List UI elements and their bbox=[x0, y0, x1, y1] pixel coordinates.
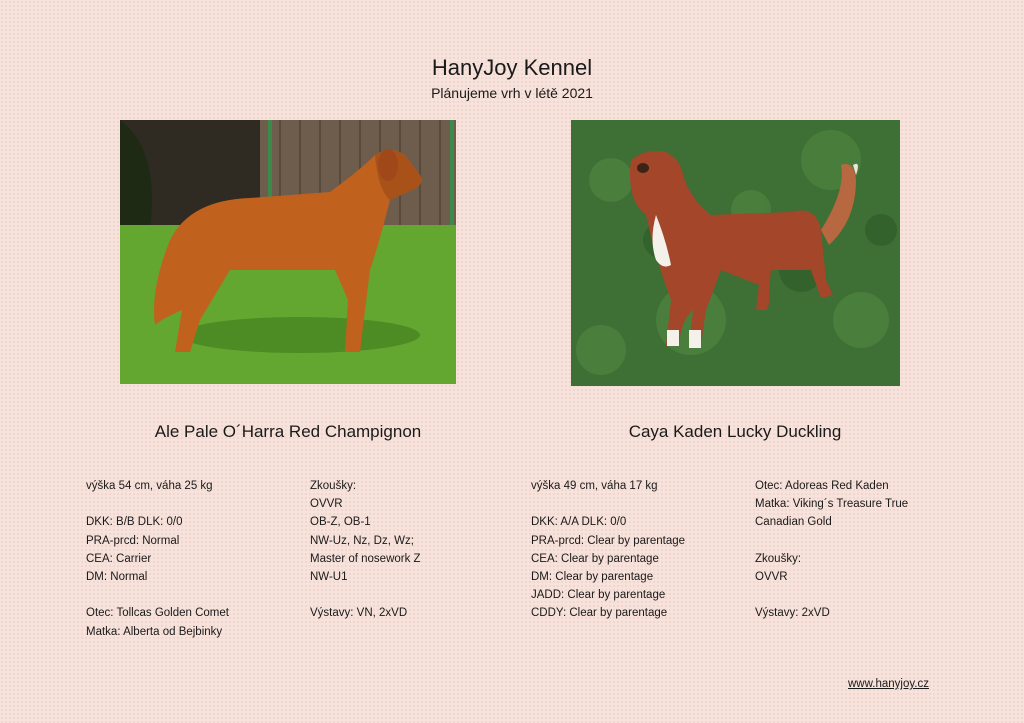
info-line bbox=[86, 586, 229, 604]
info-line: Výstavy: VN, 2xVD bbox=[310, 607, 408, 620]
info-line: DM: Normal bbox=[86, 570, 148, 583]
info-line: OVVR bbox=[310, 498, 343, 511]
female-dog-photo bbox=[571, 120, 900, 386]
info-line: Otec: Tollcas Golden Comet bbox=[86, 607, 229, 620]
female-dog-name: Caya Kaden Lucky Duckling bbox=[628, 422, 842, 441]
info-line: DKK: B/B DLK: 0/0 bbox=[86, 516, 183, 529]
info-line: PRA-prcd: Clear by parentage bbox=[531, 534, 686, 547]
info-line: JADD: Clear by parentage bbox=[531, 589, 666, 602]
info-line: Canadian Gold bbox=[755, 516, 832, 529]
info-line: CEA: Carrier bbox=[86, 552, 152, 565]
info-line: NW-U1 bbox=[310, 570, 348, 583]
page-title: HanyJoy Kennel bbox=[431, 55, 593, 80]
info-line: PRA-prcd: Normal bbox=[86, 534, 180, 547]
info-line bbox=[310, 586, 421, 604]
info-line: OVVR bbox=[755, 570, 788, 583]
female-health-info bbox=[531, 477, 685, 623]
info-line bbox=[755, 532, 908, 550]
info-line: OB-Z, OB-1 bbox=[310, 516, 371, 529]
info-line bbox=[86, 495, 229, 513]
info-line: Master of nosework Z bbox=[310, 552, 421, 565]
info-line: CEA: Clear by parentage bbox=[531, 552, 659, 565]
info-line: Otec: Adoreas Red Kaden bbox=[755, 480, 889, 492]
info-line: DKK: A/A DLK: 0/0 bbox=[531, 516, 627, 529]
info-line: Matka: Viking´s Treasure True bbox=[755, 498, 909, 511]
info-line bbox=[531, 495, 685, 513]
info-line: výška 49 cm, váha 17 kg bbox=[531, 480, 658, 492]
website-link[interactable]: www.hanyjoy.cz bbox=[848, 678, 929, 690]
info-line: Zkoušky: bbox=[310, 480, 357, 492]
male-dog-photo bbox=[120, 120, 456, 384]
info-line: Výstavy: 2xVD bbox=[755, 607, 830, 620]
info-line: Matka: Alberta od Bejbinky bbox=[86, 625, 223, 638]
info-line: Zkoušky: bbox=[755, 552, 802, 565]
info-line bbox=[755, 586, 908, 604]
male-exams-info bbox=[310, 477, 421, 623]
info-line: NW-Uz, Nz, Dz, Wz; bbox=[310, 534, 414, 547]
info-line: CDDY: Clear by parentage bbox=[531, 607, 668, 620]
info-line: výška 54 cm, váha 25 kg bbox=[86, 480, 213, 492]
female-pedigree-info bbox=[755, 477, 908, 623]
page-subtitle: Plánujeme vrh v létě 2021 bbox=[431, 85, 593, 101]
male-dog-name: Ale Pale O´Harra Red Champignon bbox=[154, 422, 422, 441]
male-health-info bbox=[86, 477, 229, 641]
info-line: DM: Clear by parentage bbox=[531, 570, 654, 583]
